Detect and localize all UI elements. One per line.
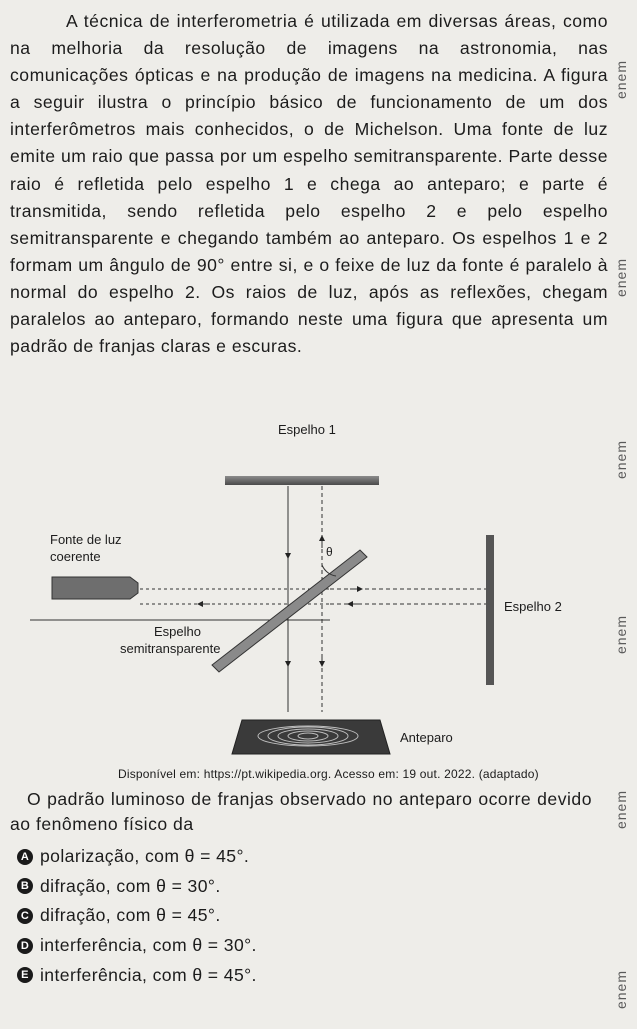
option-e[interactable] (17, 960, 257, 990)
label-theta: θ (326, 545, 333, 559)
label-splitter-1: Espelho (154, 624, 201, 639)
option-text: interferência, com θ = 45°. (40, 964, 257, 985)
figure-caption: Disponível em: https://pt.wikipedia.org. Acesso em: 19 out. 2022. (adaptado) (118, 767, 539, 781)
enem-watermark: enem (613, 790, 629, 830)
option-letter: C (17, 908, 33, 924)
label-mirror-1: Espelho 1 (278, 422, 336, 437)
enem-watermark: enem (613, 970, 629, 1010)
intro-paragraph (10, 8, 608, 360)
label-splitter-2: semitransparente (120, 641, 221, 656)
enem-watermark: enem (613, 440, 629, 480)
question-stem: O padrão luminoso de franjas observado no anteparo ocorre devido ao fenômeno físico da (10, 789, 592, 834)
label-mirror-2: Espelho 2 (504, 599, 562, 614)
option-letter: B (17, 878, 33, 894)
label-source-1: Fonte de luz (50, 532, 122, 547)
enem-watermark: enem (613, 258, 629, 298)
option-text: difração, com θ = 30°. (40, 875, 221, 896)
light-source (52, 577, 138, 599)
option-b[interactable] (17, 872, 257, 902)
michelson-interferometer-figure (30, 420, 590, 780)
beam-splitter (212, 550, 367, 672)
option-a[interactable] (17, 842, 257, 872)
enem-watermark: enem (613, 60, 629, 100)
enem-watermark: enem (613, 615, 629, 655)
option-text: interferência, com θ = 30°. (40, 935, 257, 956)
option-d[interactable] (17, 931, 257, 961)
screen (232, 720, 390, 754)
option-text: difração, com θ = 45°. (40, 905, 221, 926)
label-source-2: coerente (50, 549, 101, 564)
label-screen: Anteparo (400, 730, 453, 745)
option-letter: A (17, 849, 33, 865)
option-text: polarização, com θ = 45°. (40, 846, 250, 867)
mirror-2 (486, 535, 494, 685)
option-c[interactable] (17, 901, 257, 931)
mirror-1 (225, 476, 379, 485)
intro-text: A técnica de interferometria é utilizada em diversas áreas, como na melhoria da resolução de imagens na astronomia, nas comunicações ópticas e na produção de imagens na medicina. A figura a seguir ilustra o princípio básico de funcionamento de um dos interferômetros mais conhecidos, o de Michelson. Uma fonte de luz emite um raio que passa por um espelho semitransparente. Parte desse raio é refletida pelo espelho 1 e chega ao anteparo; e parte é transmitida, sendo refletida pelo espelho 2 e pelo espelho semitransparente e chegando também ao anteparo. Os espelhos 1 e 2 formam um ângulo de 90° entre si, e o feixe de luz da fonte é paralelo à normal do espelho 2. Os raios de luz, após as reflexões, chegam paralelos ao anteparo, formando neste uma figura que apresenta um padrão de franjas claras e escuras. (10, 11, 608, 357)
option-letter: D (17, 938, 33, 954)
answer-options (17, 842, 257, 990)
option-letter: E (17, 967, 33, 983)
